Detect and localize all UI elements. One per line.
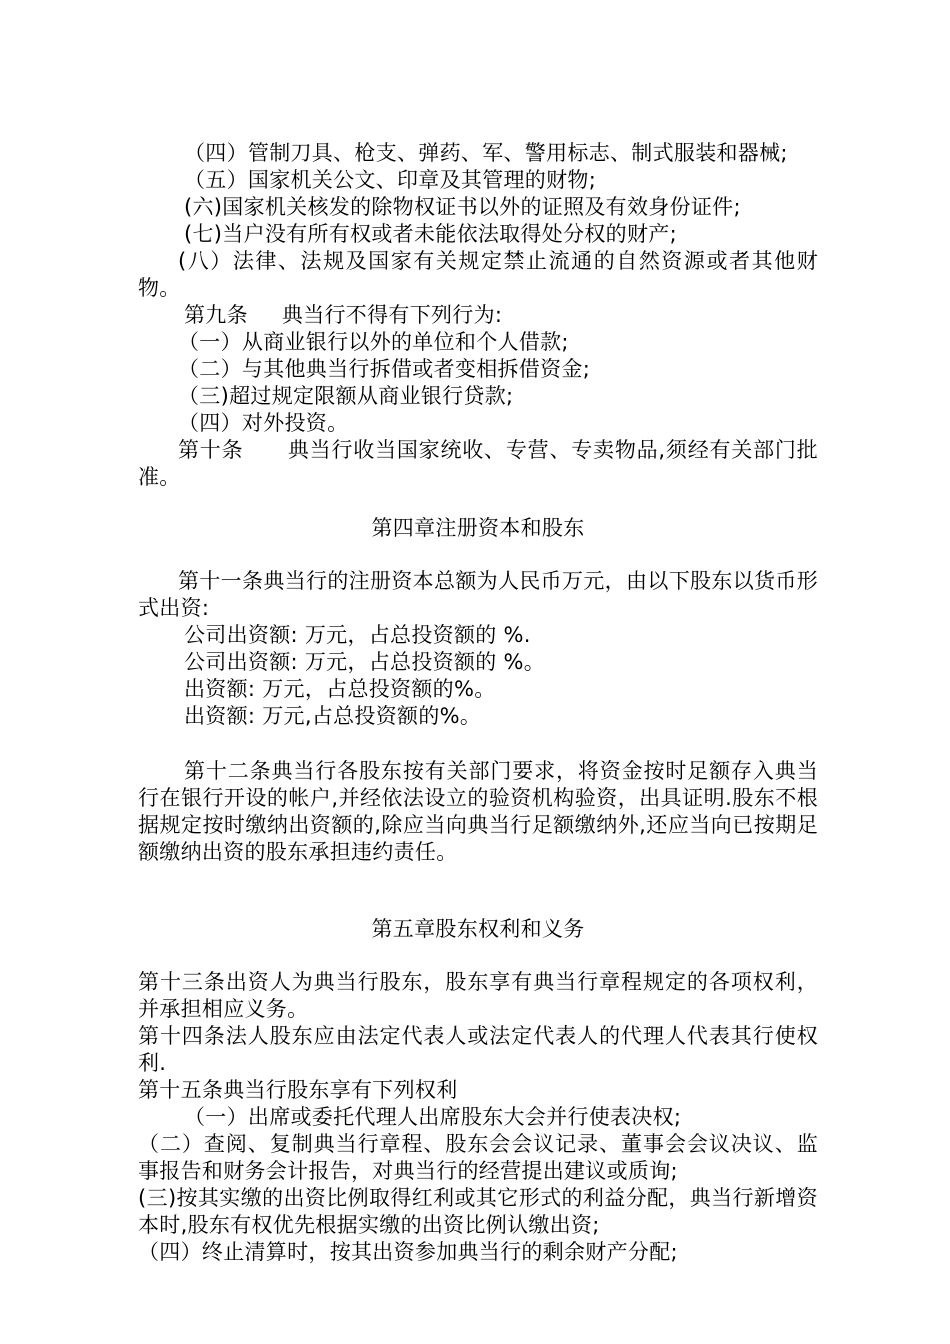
list-item: (六)国家机关核发的除物权证书以外的证照及有效身份证件; (184, 195, 741, 219)
chapter-4-heading: 第四章注册资本和股东 (371, 516, 585, 540)
article-14: 第十四条法人股东应由法定代表人或法定代表人的代理人代表其行使权利. (138, 1024, 818, 1075)
list-item: （三)超过规定限额从商业银行贷款; (178, 384, 514, 408)
spacer (138, 491, 818, 515)
list-item: 出资额: 万元，占总投资额的%。 (184, 677, 496, 701)
document-body (138, 140, 818, 1266)
article-9 (138, 302, 818, 329)
spacer (138, 943, 818, 969)
spacer (138, 866, 818, 916)
article-10 (138, 437, 818, 491)
list-item: （一）从商业银行以外的单位和个人借款; (178, 330, 569, 354)
list-item: （二）查阅、复制典当行章程、股东会会议记录、董事会会议决议、监事报告和财务会计报告，对典当行的经营提出建议或质询; (138, 1132, 818, 1183)
list-item: 公司出资额: 万元，占总投资额的 %. (184, 623, 531, 647)
article-9-text: 典当行不得有下列行为: (281, 303, 503, 327)
spacer (138, 542, 818, 568)
article-11: 第十一条典当行的注册资本总额为人民币万元，由以下股东以货币形式出资: (138, 569, 818, 620)
list-item: （四）对外投资。 (178, 411, 349, 435)
list-item: 公司出资额: 万元，占总投资额的 %。 (184, 650, 546, 674)
list-item: (三)按其实缴的出资比例取得红利或其它形式的利益分配，典当行新增资本时,股东有权优先根据实缴的出资比例认缴出资; (138, 1186, 818, 1237)
list-item: （一）出席或委托代理人出席股东大会并行使表决权; (184, 1105, 682, 1129)
article-12: 第十二条典当行各股东按有关部门要求，将资金按时足额存入典当行在银行开设的帐户,并经依法设立的验资机构验资，出具证明.股东不根据规定按时缴纳出资额的,除应当向典当行足额缴纳外,还应当向已按期足额缴纳出资的股东承担违约责任。 (138, 759, 818, 864)
list-item: 出资额: 万元,占总投资额的%。 (184, 704, 482, 728)
list-item: （四）管制刀具、枪支、弹药、军、警用标志、制式服装和器械; (184, 141, 788, 165)
article-10-text: 典当行收当国家统收、专营、专卖物品,须经有关部门批准。 (138, 438, 818, 489)
list-item: (七)当户没有所有权或者未能依法取得处分权的财产; (184, 222, 677, 246)
chapter-5-heading: 第五章股东权利和义务 (371, 917, 585, 941)
article-9-title: 第九条 (184, 303, 248, 327)
article-13: 第十三条出资人为典当行股东，股东享有典当行章程规定的各项权利，并承担相应义务。 (138, 970, 818, 1021)
article-15: 第十五条典当行股东享有下列权利 (138, 1078, 458, 1102)
list-item: (八）法律、法规及国家有关规定禁止流通的自然资源或者其他财物。 (138, 249, 818, 300)
list-item: （四）终止清算时，按其出资参加典当行的剩余财产分配; (138, 1240, 678, 1264)
spacer (138, 730, 818, 758)
list-item: （二）与其他典当行拆借或者变相拆借资金; (178, 357, 591, 381)
list-item: （五）国家机关公文、印章及其管理的财物; (184, 168, 597, 192)
article-10-title: 第十条 (178, 438, 244, 462)
